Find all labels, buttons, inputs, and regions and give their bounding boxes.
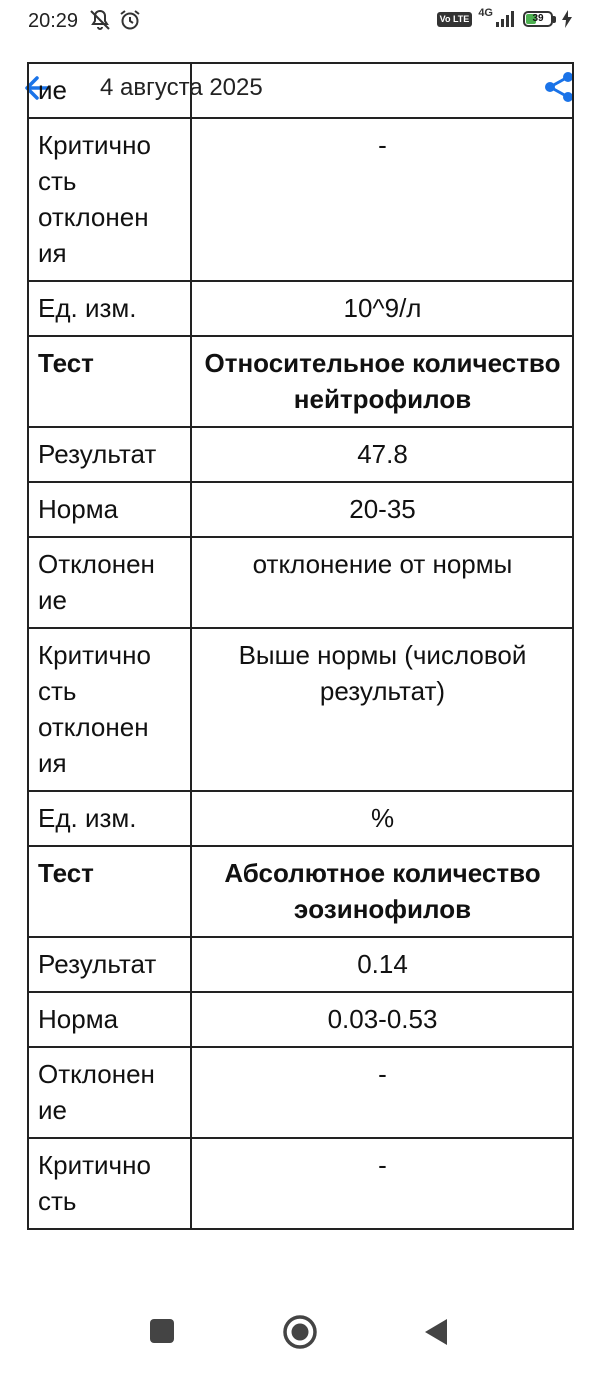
row-value: 0.14 xyxy=(191,937,573,992)
page-title: 4 августа 2025 xyxy=(100,74,263,101)
row-value: Выше нормы (числовой результат) xyxy=(191,628,573,791)
row-label: Критично сть отклонен ия xyxy=(28,628,191,791)
row-value: отклонение от нормы xyxy=(191,537,573,628)
table-row xyxy=(28,427,573,482)
row-label: Критично сть отклонен ия xyxy=(28,118,191,281)
table-row xyxy=(28,791,573,846)
table-row xyxy=(28,63,573,118)
status-time: 20:29 xyxy=(28,10,79,32)
system-nav-bar xyxy=(0,1294,600,1373)
table-row xyxy=(28,537,573,628)
table-row xyxy=(28,118,573,281)
alarm-icon xyxy=(118,8,142,32)
battery-icon xyxy=(523,11,556,27)
charging-icon xyxy=(562,10,572,28)
table-row xyxy=(28,281,573,336)
table-row xyxy=(28,628,573,791)
test-header-row xyxy=(28,336,573,427)
row-value xyxy=(191,63,573,118)
table-row xyxy=(28,1138,573,1229)
row-label: Критично сть xyxy=(28,1138,191,1229)
row-label: Результат xyxy=(28,427,191,482)
row-value: 10^9/л xyxy=(191,281,573,336)
test-header-row xyxy=(28,846,573,937)
row-label: Ед. изм. xyxy=(28,791,191,846)
status-icons-right xyxy=(437,7,572,28)
row-value: Абсолютное количество эозинофилов xyxy=(191,846,573,937)
back-triangle-icon xyxy=(424,1318,448,1346)
row-label: Отклонен ие xyxy=(28,537,191,628)
row-value: % xyxy=(191,791,573,846)
volte-badge: Vo LTE xyxy=(437,12,473,27)
results-table xyxy=(27,62,574,1230)
recents-button[interactable] xyxy=(149,1318,175,1349)
row-label: ие xyxy=(28,63,191,118)
row-label: Норма xyxy=(28,482,191,537)
row-label: Отклонен ие xyxy=(28,1047,191,1138)
notifications-off-icon xyxy=(88,8,112,32)
table-row xyxy=(28,482,573,537)
row-label: Тест xyxy=(28,336,191,427)
home-circle-icon xyxy=(282,1314,318,1350)
home-button[interactable] xyxy=(282,1314,318,1355)
row-label: Ед. изм. xyxy=(28,281,191,336)
row-label: Результат xyxy=(28,937,191,992)
status-icons-left xyxy=(88,8,142,32)
row-value: - xyxy=(191,1138,573,1229)
row-label: Норма xyxy=(28,992,191,1047)
back-nav-button[interactable] xyxy=(424,1318,448,1351)
row-value: 47.8 xyxy=(191,427,573,482)
row-value: - xyxy=(191,1047,573,1138)
table-row xyxy=(28,937,573,992)
battery-level: 39 xyxy=(532,13,544,24)
table-row xyxy=(28,1047,573,1138)
row-value: 0.03-0.53 xyxy=(191,992,573,1047)
network-type: 4G xyxy=(478,7,493,19)
row-value: - xyxy=(191,118,573,281)
signal-icon xyxy=(495,10,517,28)
recents-square-icon xyxy=(149,1318,175,1344)
row-label: Тест xyxy=(28,846,191,937)
status-bar xyxy=(0,0,600,46)
table-row xyxy=(28,992,573,1047)
row-value: 20-35 xyxy=(191,482,573,537)
row-value: Относительное количество нейтрофилов xyxy=(191,336,573,427)
